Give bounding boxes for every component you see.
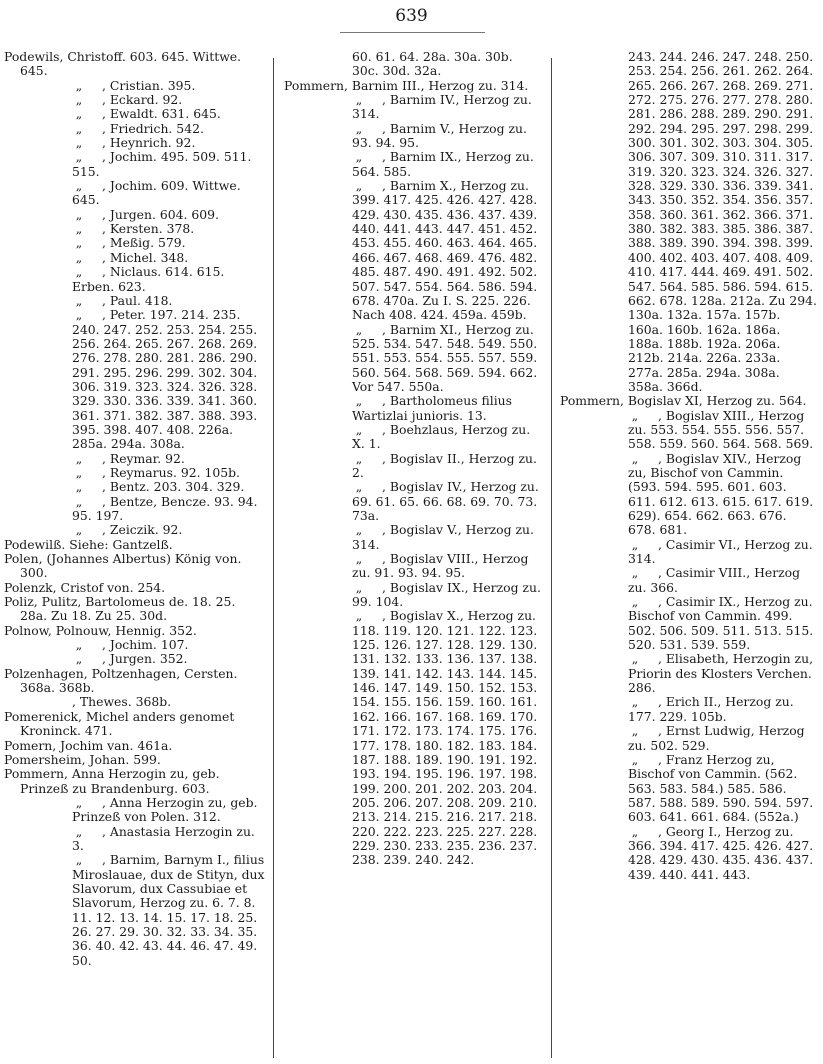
- index-subentry: [4, 150, 266, 179]
- index-subentry: [284, 480, 542, 523]
- index-subentry: [284, 50, 542, 79]
- entry-text: , Franz Herzog zu, Bischof von Cammin. (562. 563. 583. 584.) 585. 586. 587. 588. 589. 590. 594. 597. 603. 641. 661. 684. (552a.): [628, 751, 814, 825]
- ditto-mark-icon: „: [75, 464, 83, 480]
- index-subentry: [4, 294, 266, 308]
- entry-text: , Bogislav V., Herzog zu. 314.: [352, 522, 534, 552]
- ditto-mark-icon: „: [75, 522, 83, 538]
- entry-text: , Meßig. 579.: [102, 235, 186, 251]
- entry-text: Polen, (Johannes Albertus) König von. 300.: [4, 551, 242, 581]
- entry-text: , Anastasia Herzogin zu. 3.: [72, 823, 255, 853]
- index-subentry: [560, 50, 818, 394]
- entry-text: , Reymarus. 92. 105b.: [102, 464, 240, 480]
- entry-text: Pommern, Barnim III., Herzog zu. 314.: [284, 77, 529, 93]
- index-subentry: [4, 452, 266, 466]
- entry-text: , Bogislav IV., Herzog zu. 69. 61. 65. 66. 68. 69. 70. 73. 73a.: [352, 479, 539, 523]
- index-subentry: [284, 609, 542, 867]
- ditto-mark-icon: „: [355, 120, 363, 136]
- index-subentry: [560, 538, 818, 567]
- entry-text: , Zeiczik. 92.: [102, 522, 183, 538]
- index-entry: [4, 624, 266, 638]
- ditto-mark-icon: „: [355, 450, 363, 466]
- index-entry: [4, 710, 266, 739]
- index-subentry: [4, 638, 266, 652]
- entry-text: , Jochim. 609. Wittwe. 645.: [72, 178, 241, 208]
- ditto-mark-icon: „: [631, 565, 639, 581]
- ditto-mark-icon: „: [355, 608, 363, 624]
- ditto-mark-icon: „: [75, 479, 83, 495]
- entry-text: , Barnim IV., Herzog zu. 314.: [352, 92, 532, 122]
- ditto-mark-icon: „: [631, 723, 639, 739]
- index-column-3: [560, 50, 818, 1062]
- index-subentry: [284, 552, 542, 581]
- index-subentry: [4, 107, 266, 121]
- index-entry: [4, 739, 266, 753]
- ditto-mark-icon: „: [75, 92, 83, 108]
- ditto-mark-icon: „: [355, 321, 363, 337]
- entry-text: Pomern, Jochim van. 461a.: [4, 737, 173, 753]
- index-column-1: [4, 50, 266, 1062]
- index-subentry: [4, 495, 266, 524]
- entry-text: , Peter. 197. 214. 235. 240. 247. 252. 253. 254. 255. 256. 264. 265. 267. 268. 269. 276. 278. 280. 281. 286. 290. 291. 295. 296. 299. 302. 304. 306. 319. 323. 324. 326. 328. 329. 330. 336. 339. 341. 360. 361. 371. 382. 387. 388. 393. 395. 398. 407. 408. 226a. 285a. 294a. 308a.: [72, 307, 258, 452]
- index-subentry: [4, 853, 266, 968]
- index-subentry: [284, 452, 542, 481]
- index-subentry: [4, 652, 266, 666]
- index-subentry: [4, 466, 266, 480]
- index-subentry: [560, 652, 818, 695]
- entry-text: Poliz, Pulitz, Bartolomeus de. 18. 25. 28a. Zu 18. Zu 25. 30d.: [4, 594, 236, 624]
- entry-text: Polnow, Polnouw, Hennig. 352.: [4, 622, 197, 638]
- entry-text: , Jochim. 495. 509. 511. 515.: [72, 149, 252, 179]
- index-subentry: [4, 79, 266, 93]
- entry-text: Pomerenick, Michel anders genomet Kroninck. 471.: [4, 708, 235, 739]
- index-subentry: [4, 825, 266, 854]
- entry-text: , Bogislav XIII., Herzog zu. 553. 554. 555. 556. 557. 558. 559. 560. 564. 568. 569.: [628, 407, 814, 452]
- entry-text: , Bogislav XIV., Herzog zu, Bischof von Cammin. (593. 594. 595. 601. 603. 611. 612. 613. 615. 617. 619. 629). 654. 662. 663. 676. 678. 681.: [628, 450, 814, 538]
- ditto-mark-icon: „: [75, 178, 83, 194]
- index-entry: [4, 753, 266, 767]
- ditto-mark-icon: „: [355, 149, 363, 165]
- entry-text: , Georg I., Herzog zu. 366. 394. 417. 425. 426. 427. 428. 429. 430. 435. 436. 437. 439. 440. 441. 443.: [628, 823, 814, 882]
- index-entry: [4, 667, 266, 696]
- ditto-mark-icon: „: [75, 264, 83, 280]
- entry-text: , Casimir IX., Herzog zu. Bischof von Cammin. 499. 502. 506. 509. 511. 513. 515. 520. 531. 539. 559.: [628, 594, 814, 653]
- ditto-mark-icon: „: [355, 579, 363, 595]
- entry-text: Pommern, Bogislav XI, Herzog zu. 564.: [560, 393, 807, 409]
- ditto-mark-icon: „: [75, 637, 83, 653]
- index-subentry: [4, 136, 266, 150]
- ditto-mark-icon: „: [75, 307, 83, 323]
- ditto-mark-icon: „: [75, 135, 83, 151]
- ditto-mark-icon: „: [631, 694, 639, 710]
- entry-text: , Reymar. 92.: [102, 450, 185, 466]
- entry-text: 60. 61. 64. 28a. 30a. 30b. 30c. 30d. 32a.: [352, 50, 513, 79]
- ditto-mark-icon: „: [355, 178, 363, 194]
- index-subentry: [4, 208, 266, 222]
- ditto-mark-icon: „: [631, 594, 639, 610]
- entry-text: , Barnim, Barnym I., filius Miroslauae, dux de Stityn, dux Slavorum, dux Cassubiae et Slavorum, Herzog zu. 6. 7. 8. 11. 12. 13. 14. 15. 17. 18. 25. 26. 27. 29. 30. 32. 33. 34. 35. 36. 40. 42. 43. 44. 46. 47. 49. 50.: [72, 852, 265, 968]
- entry-text: , Barnim X., Herzog zu. 399. 417. 425. 426. 427. 428. 429. 430. 435. 436. 437. 439. 440. 441. 443. 447. 451. 452. 453. 455. 460. 463. 464. 465. 466. 467. 468. 469. 476. 482. 485. 487. 490. 491. 492. 502. 507. 547. 554. 564. 586. 594. 678. 470a. Zu I. S. 225. 226. Nach 408. 424. 459a. 459b.: [352, 178, 538, 323]
- entry-text: , Kersten. 378.: [102, 221, 195, 237]
- index-subentry: [4, 480, 266, 494]
- index-subentry: [284, 179, 542, 322]
- ditto-mark-icon: „: [631, 536, 639, 552]
- page-number: 639: [395, 6, 428, 26]
- ditto-mark-icon: „: [75, 823, 83, 839]
- entry-text: , Paul. 418.: [102, 292, 173, 308]
- entry-text: , Bogislav VIII., Herzog zu. 91. 93. 94. 95.: [352, 551, 529, 581]
- entry-text: , Bartholomeus filius Wartizlai junioris. 13.: [352, 393, 513, 423]
- index-column-2: [284, 50, 542, 1062]
- index-subentry: [560, 452, 818, 538]
- ditto-mark-icon: „: [75, 206, 83, 222]
- index-subentry: [4, 251, 266, 265]
- entry-text: , Bogislav IX., Herzog zu. 99. 104.: [352, 579, 541, 610]
- ditto-mark-icon: „: [355, 479, 363, 495]
- index-entry: [4, 538, 266, 552]
- ditto-mark-icon: „: [631, 651, 639, 667]
- index-subentry: [284, 523, 542, 552]
- index-entry: [560, 394, 818, 408]
- entry-text: , Casimir VI., Herzog zu. 314.: [628, 536, 813, 567]
- index-subentry: [4, 308, 266, 451]
- entry-text: Podewilß. Siehe: Gantzelß.: [4, 536, 173, 552]
- ditto-mark-icon: „: [355, 92, 363, 108]
- entry-text: , Michel. 348.: [102, 249, 189, 265]
- ditto-mark-icon: „: [75, 106, 83, 122]
- entry-text: Polzenhagen, Poltzenhagen, Cersten. 368a. 368b.: [4, 665, 238, 696]
- entry-text: , Jurgen. 352.: [102, 651, 188, 667]
- entry-text: , Erich II., Herzog zu. 177. 229. 105b.: [628, 694, 794, 724]
- entry-text: Pommern, Anna Herzogin zu, geb. Prinzeß zu Brandenburg. 603.: [4, 766, 220, 796]
- entry-text: , Niclaus. 614. 615. Erben. 623.: [72, 264, 225, 294]
- entry-text: , Cristian. 395.: [102, 77, 196, 93]
- index-subentry: [284, 581, 542, 610]
- ditto-mark-icon: „: [75, 235, 83, 251]
- index-subentry: [4, 122, 266, 136]
- index-entry: [4, 767, 266, 796]
- column-divider: [551, 58, 552, 1058]
- index-subentry: [4, 265, 266, 294]
- entry-text: , Ernst Ludwig, Herzog zu. 502. 529.: [628, 723, 805, 753]
- entry-text: , Eckard. 92.: [102, 92, 183, 108]
- entry-text: , Heynrich. 92.: [102, 135, 196, 151]
- index-subentry: [4, 523, 266, 537]
- index-subentry: [284, 122, 542, 151]
- index-entry: [4, 595, 266, 624]
- index-subentry: [284, 150, 542, 179]
- entry-text: , Elisabeth, Herzogin zu, Priorin des Klosters Verchen. 286.: [628, 651, 814, 696]
- index-entry: [4, 552, 266, 581]
- index-subentry: [4, 179, 266, 208]
- index-subentry: [284, 323, 542, 395]
- ditto-mark-icon: „: [75, 221, 83, 237]
- ditto-mark-icon: „: [631, 751, 639, 767]
- ditto-mark-icon: „: [631, 823, 639, 839]
- index-subentry: [284, 93, 542, 122]
- ditto-mark-icon: „: [75, 794, 83, 810]
- entry-text: , Casimir VIII., Herzog zu. 366.: [628, 565, 801, 595]
- ditto-mark-icon: „: [631, 407, 639, 423]
- entry-text: , Jochim. 107.: [102, 637, 189, 653]
- entry-text: Polenzk, Cristof von. 254.: [4, 579, 166, 595]
- index-subentry: [560, 695, 818, 724]
- ditto-mark-icon: „: [75, 149, 83, 165]
- ditto-mark-icon: „: [631, 450, 639, 466]
- entry-text: 243. 244. 246. 247. 248. 250. 253. 254. 256. 261. 262. 264. 265. 266. 267. 268. 269. 271. 272. 275. 276. 277. 278. 280. 281. 286. 288. 289. 290. 291. 292. 294. 295. 297. 298. 299. 300. 301. 302. 303. 304. 305. 306. 307. 309. 310. 311. 317. 319. 320. 323. 324. 326. 327. 328. 329. 330. 336. 339. 341. 343. 350. 352. 354. 356. 357. 358. 360. 361. 362. 366. 371. 380. 382. 383. 385. 386. 387. 388. 389. 390. 394. 398. 399. 400. 402. 403. 407. 408. 409. 410. 417. 444. 469. 491. 502. 547. 564. 585. 586. 594. 615. 662. 678. 128a. 212a. Zu 294. 130a. 132a. 157a. 157b. 160a. 160b. 162a. 186a. 188a. 188b. 192a. 206a. 212b. 214a. 226a. 233a. 277a. 285a. 294a. 308a. 358a. 366d.: [628, 50, 817, 394]
- entry-text: , Boehzlaus, Herzog zu. X. 1.: [352, 421, 531, 452]
- entry-text: , Barnim XI., Herzog zu. 525. 534. 547. 548. 549. 550. 551. 553. 554. 555. 557. 559. 560. 564. 568. 569. 594. 662. Vor 547. 550a.: [352, 321, 538, 394]
- index-subentry: [560, 724, 818, 753]
- entry-text: , Friedrich. 542.: [102, 120, 204, 136]
- index-entry: [4, 581, 266, 595]
- entry-text: , Barnim IX., Herzog zu. 564. 585.: [352, 149, 534, 179]
- entry-text: Podewils, Christoff. 603. 645. Wittwe. 645.: [4, 50, 242, 79]
- entry-text: , Anna Herzogin zu, geb. Prinzeß von Polen. 312.: [72, 794, 258, 825]
- index-subentry: [560, 753, 818, 825]
- index-subentry: [4, 695, 266, 709]
- ditto-mark-icon: „: [355, 551, 363, 567]
- header-rule: [340, 32, 485, 33]
- ditto-mark-icon: „: [75, 450, 83, 466]
- ditto-mark-icon: „: [75, 852, 83, 868]
- entry-text: , Bentze, Bencze. 93. 94. 95. 197.: [72, 493, 258, 523]
- ditto-mark-icon: „: [75, 77, 83, 93]
- ditto-mark-icon: „: [355, 393, 363, 409]
- index-subentry: [284, 423, 542, 452]
- index-subentry: [4, 236, 266, 250]
- entry-text: Pomersheim, Johan. 599.: [4, 751, 161, 767]
- entry-text: , Bogislav X., Herzog zu. 118. 119. 120. 121. 122. 123. 125. 126. 127. 128. 129. 130. 131. 132. 133. 136. 137. 138. 139. 141. 142. 143. 144. 145. 146. 147. 149. 150. 152. 153. 154. 155. 156. 159. 160. 161. 162. 166. 167. 168. 169. 170. 171. 172. 173. 174. 175. 176. 177. 178. 180. 182. 183. 184. 187. 188. 189. 190. 191. 192. 193. 194. 195. 196. 197. 198. 199. 200. 201. 202. 203. 204. 205. 206. 207. 208. 209. 210. 213. 214. 215. 216. 217. 218. 220. 222. 223. 225. 227. 228. 229. 230. 233. 235. 236. 237. 238. 239. 240. 242.: [352, 608, 538, 868]
- index-subentry: [284, 394, 542, 423]
- column-divider: [273, 58, 274, 1058]
- index-subentry: [560, 409, 818, 452]
- entry-text: , Bentz. 203. 304. 329.: [102, 479, 245, 495]
- ditto-mark-icon: „: [75, 249, 83, 265]
- ditto-mark-icon: „: [355, 522, 363, 538]
- entry-text: , Barnim V., Herzog zu. 93. 94. 95.: [352, 120, 527, 151]
- index-subentry: [560, 566, 818, 595]
- index-entry: [4, 50, 266, 79]
- ditto-mark-icon: „: [75, 493, 83, 509]
- ditto-mark-icon: „: [75, 292, 83, 308]
- index-subentry: [4, 222, 266, 236]
- entry-text: , Thewes. 368b.: [72, 694, 172, 710]
- ditto-mark-icon: „: [355, 421, 363, 437]
- ditto-mark-icon: „: [75, 120, 83, 136]
- index-entry: [284, 79, 542, 93]
- index-subentry: [4, 796, 266, 825]
- entry-text: , Bogislav II., Herzog zu. 2.: [352, 450, 537, 480]
- index-subentry: [4, 93, 266, 107]
- index-subentry: [560, 825, 818, 882]
- entry-text: , Jurgen. 604. 609.: [102, 206, 219, 222]
- entry-text: , Ewaldt. 631. 645.: [102, 106, 221, 122]
- index-subentry: [560, 595, 818, 652]
- ditto-mark-icon: „: [75, 651, 83, 667]
